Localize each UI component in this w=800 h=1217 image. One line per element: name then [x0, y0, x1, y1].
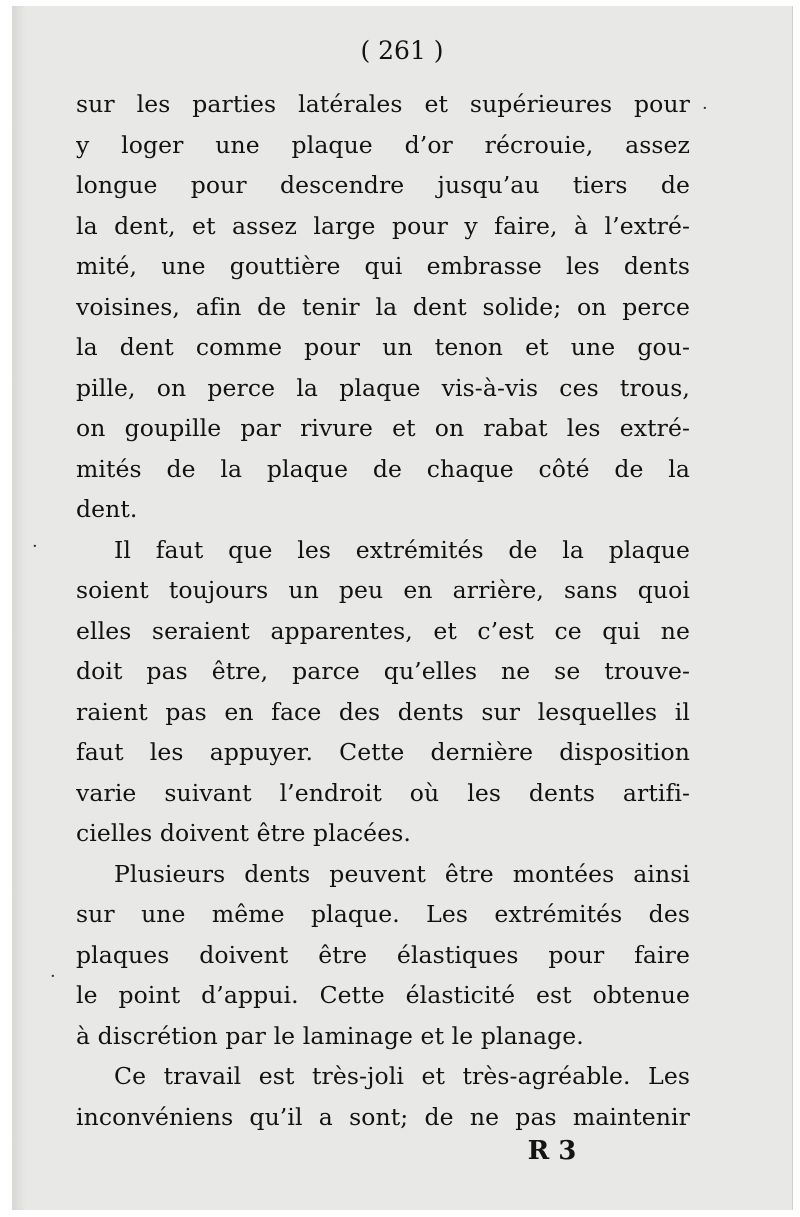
text-line: on goupille par rivure et on rabat les extré- — [76, 414, 690, 442]
text-line: longue pour descendre jusqu’au tiers de — [76, 171, 690, 199]
text-line: dent. — [76, 495, 138, 523]
text-line: elles seraient apparentes, et c’est ce qui ne — [76, 616, 690, 645]
text-line: Ce travail est très-joli et très-agréable. Les — [114, 1062, 690, 1090]
ink-speck: · — [702, 98, 708, 119]
text-line: inconvéniens qu’il a sont; de ne pas maintenir — [76, 1102, 690, 1131]
text-line: le point d’appui. Cette élasticité est obtenue — [76, 981, 690, 1009]
text-line: varie suivant l’endroit où les dents artifi- — [76, 778, 690, 807]
text-line: y loger une plaque d’or récrouie, assez — [76, 130, 690, 159]
signature-mark: R 3 — [527, 1136, 577, 1166]
text-line: à discrétion par le laminage et le planage. — [76, 1021, 584, 1050]
text-line: sur les parties latérales et supérieures pour — [76, 90, 690, 118]
page-binding-edge — [12, 6, 26, 1210]
book-page — [12, 6, 793, 1210]
ink-speck: · — [32, 536, 38, 557]
body-text — [76, 84, 690, 1137]
text-line: mités de la plaque de chaque côté de la — [76, 454, 690, 483]
ink-speck: · — [50, 966, 56, 987]
text-line: plaques doivent être élastiques pour faire — [76, 940, 690, 969]
page-number: ( 261 ) — [360, 36, 444, 65]
text-line: cielles doivent être placées. — [76, 819, 411, 847]
text-line: sur une même plaque. Les extrémités des — [76, 900, 690, 928]
text-line: mité, une gouttière qui embrasse les dents — [76, 252, 690, 280]
text-line: doit pas être, parce qu’elles ne se trouve- — [76, 657, 690, 685]
text-line: Il faut que les extrémités de la plaque — [114, 535, 690, 564]
text-line: Plusieurs dents peuvent être montées ainsi — [114, 859, 690, 888]
text-line: la dent comme pour un tenon et une gou- — [76, 333, 690, 361]
text-line: faut les appuyer. Cette dernière disposition — [76, 738, 690, 766]
text-line: la dent, et assez large pour y faire, à l’extré- — [76, 211, 690, 240]
text-line: pille, on perce la plaque vis-à-vis ces trous, — [76, 373, 690, 402]
text-line: voisines, afin de tenir la dent solide; on perce — [76, 292, 690, 321]
text-line: raient pas en face des dents sur lesquelles il — [76, 697, 690, 726]
text-line: soient toujours un peu en arrière, sans quoi — [76, 576, 690, 604]
